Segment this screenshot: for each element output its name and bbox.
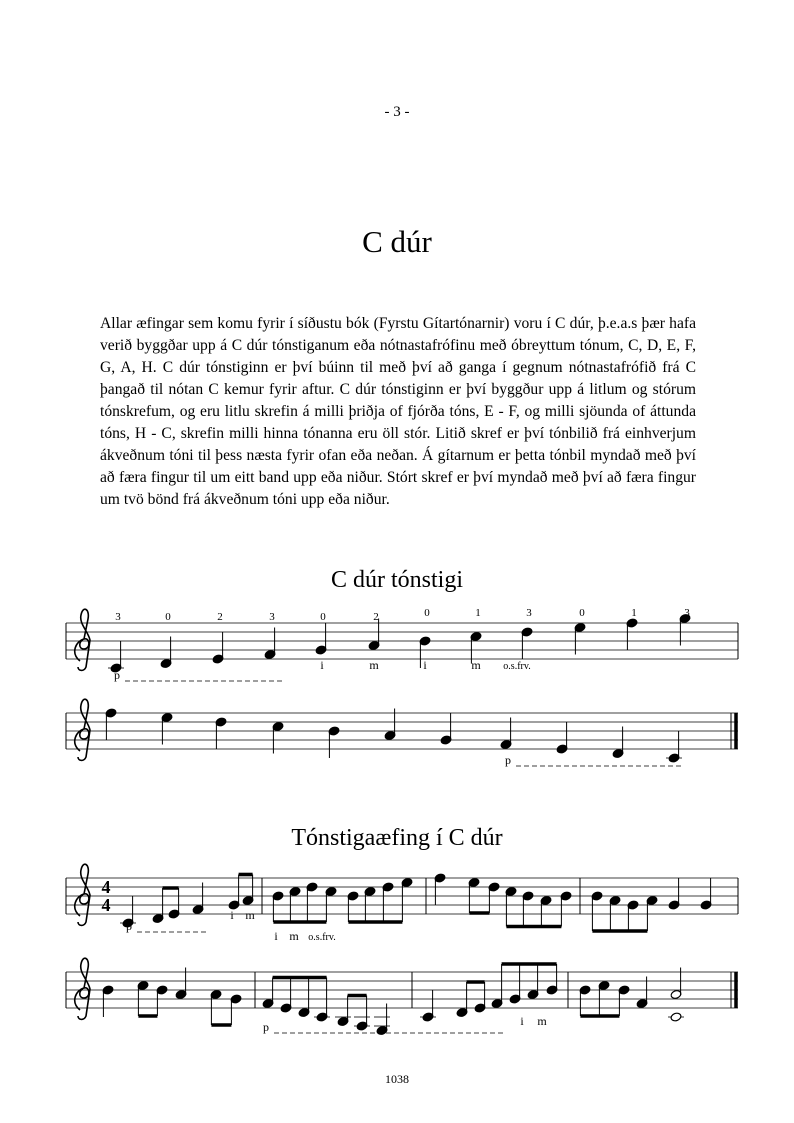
scale-staff-ascending bbox=[66, 607, 738, 682]
time-signature-bottom: 4 bbox=[101, 895, 111, 915]
etc-mark: o.s.frv. bbox=[308, 932, 336, 943]
finger-i-mark: i bbox=[520, 1014, 524, 1028]
finger-m-mark: m bbox=[471, 658, 481, 672]
finger-i-mark: i bbox=[320, 658, 324, 672]
page-number: - 3 - bbox=[384, 104, 410, 120]
note-head bbox=[670, 1012, 682, 1022]
treble-clef-icon bbox=[75, 609, 90, 670]
finger-i-mark: i bbox=[274, 929, 278, 943]
finger-i-mark: i bbox=[230, 908, 234, 922]
finger-m-mark: m bbox=[289, 929, 299, 943]
finger-m-mark: m bbox=[537, 1014, 547, 1028]
exercise-title: Tónstigaæfing í C dúr bbox=[291, 825, 503, 851]
finger-m-mark: m bbox=[245, 908, 255, 922]
fingering-number: 0 bbox=[579, 607, 585, 619]
exercise-staff-1 bbox=[66, 864, 738, 943]
intro-paragraph: Allar æfingar sem komu fyrir í síðustu bók (Fyrstu Gítartónarnir) voru í C dúr, þ.e.a.s þær hafa verið byggðar upp á C dúr tónstiganum eða nótnastafrófinu með óbreyttum tónum, C, D, E, F, G, A, H. C dúr tónstiginn er því búinn til með því að ganga í gegnum nótnastafrófið frá C þangað til nótan C kemur fyrir aftur. C dúr tónstiginn er því byggður upp á litlum og stórum tónskrefum, og eru litlu skrefin á milli þriðja of fjórða tóns, E - F, og milli sjöunda of áttunda tóns, H - C, skrefin milli hinna tónanna eru öll stór. Litið skref er því tónbilið frá einhverjum ákveðnum tóni til þess næsta fyrir ofan eða neðan. Á gítarnum er þetta tónbil myndað með því að færa fingur til um eitt band upp eða niður. Stórt skref er því myndað með því að færa fingur um tvö bönd frá ákveðnum tóni upp eða niður. bbox=[100, 315, 696, 508]
fingering-number: 3 bbox=[269, 611, 275, 623]
scale-title: C dúr tónstigi bbox=[330, 567, 463, 593]
page-title: C dúr bbox=[362, 224, 432, 259]
pluck-p-mark: p bbox=[263, 1020, 269, 1034]
treble-clef-icon bbox=[75, 958, 90, 1019]
fingering-number: 3 bbox=[526, 607, 532, 619]
treble-clef-icon bbox=[75, 864, 90, 925]
scale-staff-descending bbox=[66, 699, 738, 767]
page-footer-number: 1038 bbox=[385, 1072, 409, 1086]
fingering-number: 2 bbox=[217, 611, 223, 623]
fingering-number: 1 bbox=[631, 607, 637, 619]
fingering-number: 3 bbox=[115, 611, 121, 623]
finger-i-mark: i bbox=[423, 658, 427, 672]
etc-mark: o.s.frv. bbox=[503, 661, 531, 672]
fingering-number: 0 bbox=[320, 611, 326, 623]
treble-clef-icon bbox=[75, 699, 90, 760]
pluck-p-mark: p bbox=[505, 753, 511, 767]
fingering-number: 2 bbox=[373, 611, 379, 623]
exercise-staff-2 bbox=[66, 958, 738, 1035]
fingering-number: 0 bbox=[165, 611, 171, 623]
pluck-p-mark: p bbox=[126, 919, 132, 933]
fingering-number: 3 bbox=[684, 607, 690, 619]
fingering-number: 1 bbox=[475, 607, 481, 619]
pluck-p-mark: p bbox=[114, 668, 120, 682]
fingering-number: 0 bbox=[424, 607, 430, 619]
finger-m-mark: m bbox=[369, 658, 379, 672]
time-signature-top: 4 bbox=[101, 877, 111, 897]
